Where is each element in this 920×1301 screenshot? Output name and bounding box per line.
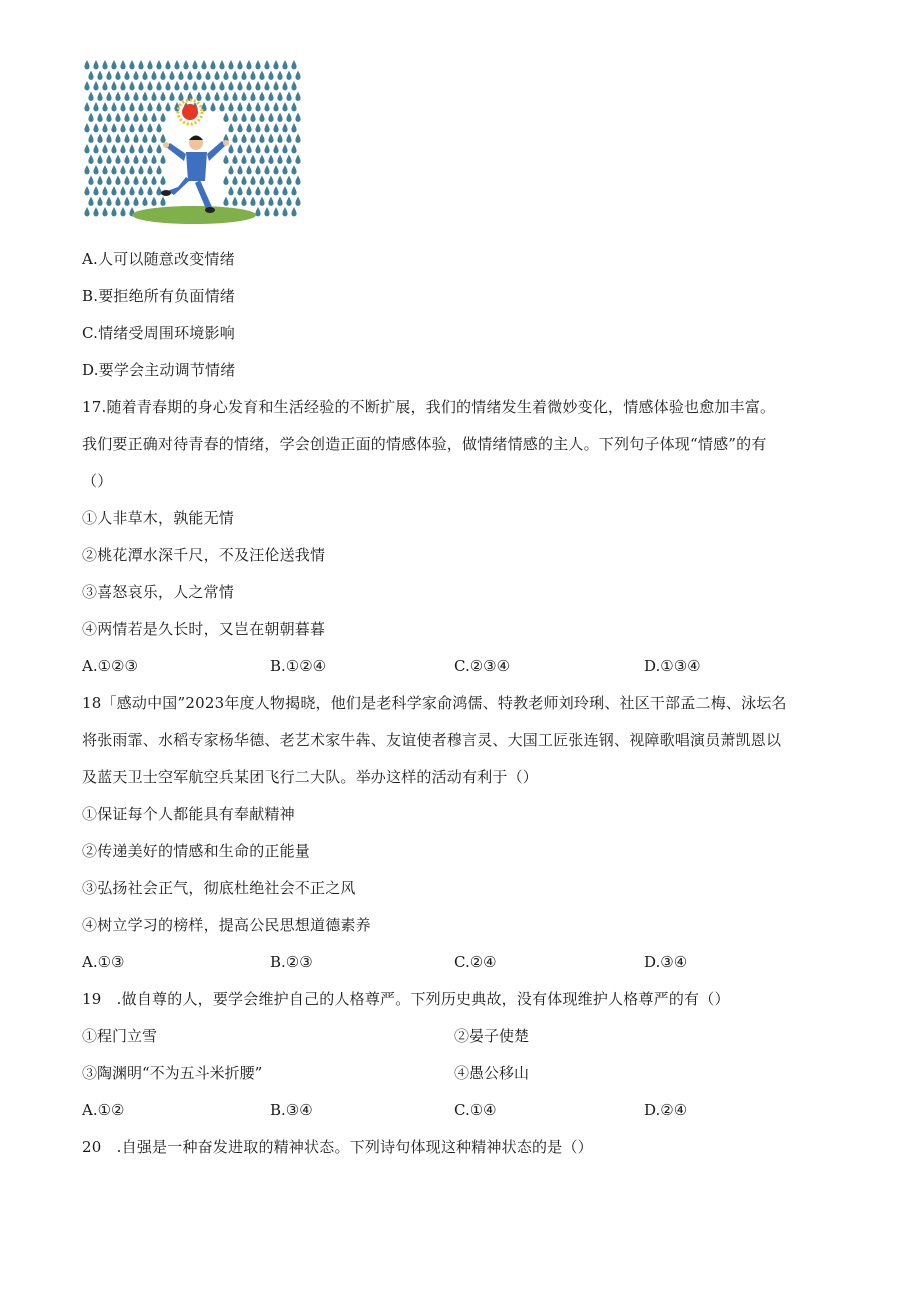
q17-stem-line-2: 我们要正确对待青春的情绪，学会创造正面的情感体验，做情绪情感的主人。下列句子体现“情感”的有 <box>82 435 767 453</box>
q17-stem-line-1: 17.随着青春期的身心发育和生活经验的不断扩展，我们的情绪发生着微妙变化，情感体验也愈加丰富。 <box>82 398 776 416</box>
q19-items-row-1 <box>82 1026 842 1046</box>
q17-options <box>82 656 842 676</box>
q19-option-b: B.③④ <box>270 1101 313 1119</box>
q19-items-row-2 <box>82 1063 842 1083</box>
q19-stem: 19 .做自尊的人，要学会维护自己的人格尊严。下列历史典故，没有体现维护人格尊严的有（） <box>82 990 730 1008</box>
q19-option-d: D.②④ <box>644 1101 688 1119</box>
q17-option-d: D.①③④ <box>644 657 701 675</box>
q19-options <box>82 1100 842 1120</box>
q16-option-b: B.要拒绝所有负面情绪 <box>82 287 235 305</box>
q17-option-a: A.①②③ <box>82 657 138 675</box>
q17-option-b: B.①②④ <box>270 657 327 675</box>
q18-item-4: ④树立学习的榜样，提高公民思想道德素养 <box>82 916 371 934</box>
q20-stem: 20 .自强是一种奋发进取的精神状态。下列诗句体现这种精神状态的是（） <box>82 1138 593 1156</box>
q19-option-c: C.①④ <box>454 1101 497 1119</box>
q18-option-b: B.②③ <box>270 953 313 971</box>
q16-option-d: D.要学会主动调节情绪 <box>82 361 236 379</box>
q18-item-2: ②传递美好的情感和生命的正能量 <box>82 842 311 860</box>
q18-item-1: ①保证每个人都能具有奉献精神 <box>82 805 295 823</box>
q16-option-c: C.情绪受周围环境影响 <box>82 324 235 342</box>
q18-stem-line-2: 将张雨霏、水稻专家杨华德、老艺术家牛犇、友谊使者穆言灵、大国工匠张连钢、视障歌唱演员萧凯恩以 <box>82 731 782 749</box>
q17-item-2: ②桃花潭水深千尺，不及汪伦送我情 <box>82 546 326 564</box>
q18-stem-line-1: 18「感动中国”2023年度人物揭晓，他们是老科学家俞鸿儒、特教老师刘玲琍、社区干部孟二梅、泳坛名 <box>82 694 787 712</box>
q18-options <box>82 952 842 972</box>
q19-option-a: A.①② <box>82 1101 125 1119</box>
q19-item-4: ④愚公移山 <box>454 1064 530 1082</box>
q18-option-a: A.①③ <box>82 953 125 971</box>
q17-stem-line-3: （） <box>82 472 113 490</box>
q17-item-3: ③喜怒哀乐，人之常情 <box>82 583 235 601</box>
q18-option-d: D.③④ <box>644 953 688 971</box>
q18-item-3: ③弘扬社会正气，彻底杜绝社会不正之风 <box>82 879 356 897</box>
q18-option-c: C.②④ <box>454 953 497 971</box>
q17-item-4: ④两情若是久长时，又岂在朝朝暮暮 <box>82 620 326 638</box>
rain-illustration <box>82 57 306 225</box>
q19-item-3: ③陶渊明“不为五斗米折腰” <box>82 1064 263 1082</box>
q19-item-2: ②晏子使楚 <box>454 1027 530 1045</box>
q17-option-c: C.②③④ <box>454 657 511 675</box>
q18-stem-line-3: 及蓝天卫士空军航空兵某团飞行二大队。举办这样的活动有利于（） <box>82 768 539 786</box>
q17-item-1: ①人非草木，孰能无情 <box>82 509 235 527</box>
q19-item-1: ①程门立雪 <box>82 1027 158 1045</box>
q16-option-a: A.人可以随意改变情绪 <box>82 250 235 268</box>
